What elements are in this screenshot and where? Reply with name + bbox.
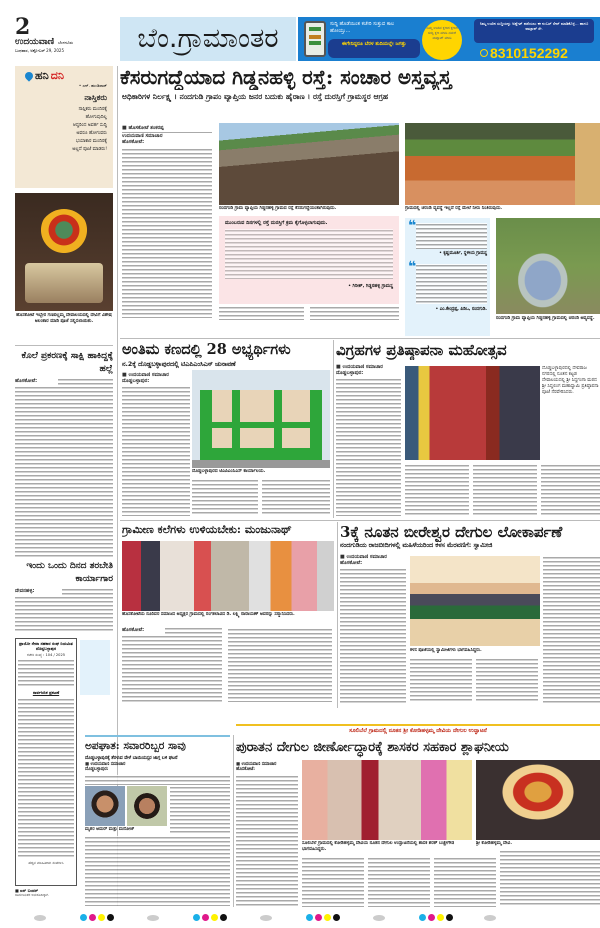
lead-pink-box-attrib: • ಗಿರೀಶ್, ಗಿಡ್ಡನಹಳ್ಳಿ ಗ್ರಾಮಸ್ಥ	[348, 284, 393, 289]
footer-note-text: ಸಾರ್ವಜನಿಕರ ಅನುಕೂಲಕ್ಕಾಗಿ	[15, 893, 49, 897]
temple-body-col4	[543, 556, 600, 703]
ad-line1: ಸುದ್ದಿ ಹೊಡೆಯಿಂತ ಕಚೇರಿ ಸುತ್ತುವ ಕಾಲ ಹೋಯ್ತು...	[330, 21, 395, 34]
paper-name: ಉದಯವಾಣಿ	[15, 37, 55, 47]
lead-photo-mud-caption: ಗ್ರಾಮದಲ್ಲಿ ಚರಂಡಿ ವ್ಯವಸ್ಥೆ ಇಲ್ಲದೆ ರಸ್ತೆ ಮೇಲೆ ನೀರು ನಿಂತಿರುವುದು.	[405, 206, 503, 211]
temple-body-col2	[410, 658, 472, 703]
tapcms-building-photo	[192, 370, 330, 468]
poem-title: ನಾಸ್ತಿಕರು	[84, 93, 107, 102]
notice-title: ಪ್ರಾಯೋ ಸೇವಾ ಸಹಕಾರ ಸಂಘ ನಿಯಮಿತ ದೊಡ್ಡಬಳ್ಳಾಪುರ	[19, 641, 73, 651]
ad-right-text: ನಿಮ್ಮ ಊರಿನ ಸುದ್ದಿಯನ್ನು ಅಪ್ಡೇಟ್ ಪಡೆಯಲು ಈ ನಂಬರ್ ಸೇವ್ ಮಾಡಿಕೊಳ್ಳಿ... ಹಾಗೂ ವಾಟ್ಸಾಪ್ ಸೇ.	[474, 19, 594, 43]
idol-headline: ವಿಗ್ರಹಗಳ ಪ್ರತಿಷ್ಠಾಪನಾ ಮಹೋತ್ಸವ	[336, 341, 507, 359]
left-story1-body	[58, 378, 113, 385]
heritage-photo-deity-caption: ಶ್ರೀ ಕೋಡಿಹಳ್ಳಮ್ಮ ದೇವಿ.	[476, 841, 513, 846]
poem-line: ಅಲ್ಲದೆ ಪೂಜೆ ಮಾಡರು!	[72, 147, 107, 152]
idol-body-col2	[405, 464, 469, 516]
idol-body-col3	[473, 464, 537, 516]
tapcms-body-col2	[192, 479, 258, 516]
accident-dateline: ದೊಡ್ಡಬಳ್ಳಾಪುರ:	[85, 767, 109, 772]
accident-photo-caption: ಮೃತರ ಅಮರ್ ಮತ್ತು ಮನೋಜ್	[85, 827, 135, 832]
lead-subheadline: ಅಧಿಕಾರಿಗಳ ನಿರ್ಲಕ್ಷ್ಯ । ನಂದಗುಡಿ ಗ್ರಾಪಂ ವ್ಯಾಪ್ತಿಯ ಜನರ ಬದುಕು ಹೈರಾಣ । ರಸ್ತೆ ದುರಸ್ತಿಗೆ ಗ್ರಾಮಸ್ಥರ ಆಗ್ರಹ	[122, 92, 389, 101]
lead-body-col2	[219, 306, 304, 320]
heritage-headline: ಪುರಾತನ ದೇಗುಲ ಜೀರ್ಣೋದ್ಧಾರಕ್ಕೆ ಶಾಸಕರ ಸಹಕಾರ ಶ್ಲಾಘನೀಯ	[236, 740, 509, 755]
lead-body-col3	[310, 306, 399, 320]
notice-heading: ಸಾರ್ವಜನಿಕ ಪ್ರಕಟಣೆ	[32, 690, 60, 695]
left-story1-headline: ಕೊಲೆ ಪ್ರಕರಣಕ್ಕೆ ಸಾಕ್ಷಿ ಹಾಕಿದ್ದಕ್ಕೆ ಹಲ್ಲೆ	[21, 351, 113, 374]
cmyk-registration-mark	[193, 914, 227, 921]
tapcms-photo-caption: ದೊಡ್ಡಬಳ್ಳಾಪುರದ ಟಿಎಪಿಎಂಸಿಎಸ್ ಕಾರ್ಯಾಲಯ.	[192, 469, 266, 474]
rural-photo	[122, 541, 334, 611]
temple-photo-caption: ಕಳಸ ಪೂಜೆಯಲ್ಲಿ ಸ್ವಾಮೀಜಿಗಳು ಭಾಗವಹಿಸಿದ್ದರು.	[410, 648, 482, 653]
deity-photo	[15, 193, 113, 311]
lead-pink-box	[219, 216, 399, 304]
tapcms-body-col1	[122, 386, 190, 516]
masthead	[15, 14, 115, 62]
whatsapp-icon	[480, 49, 488, 57]
accident-body-bottom	[85, 836, 230, 906]
lead-photo-mud	[405, 123, 575, 205]
registration-pin	[484, 915, 496, 921]
registration-pin	[34, 915, 46, 921]
idol-dateline: ದೊಡ್ಡಬಳ್ಳಾಪುರ:	[336, 370, 364, 376]
poem-line: ಆದ್ದರಿಂದ ಅವರ್ತ ಸುದ್ದಿ	[72, 123, 107, 128]
idol-side-caption: ದೊಡ್ಡಬಳ್ಳಾಪುರದಲ್ಲಿ ದೇವರಾಜ ನಗರದಲ್ಲಿ ನೂತನ ಕಟ್ಟಡ ದೇವಾಲಯದಲ್ಲಿ ಶ್ರೀ ಸಿದ್ದಗಂಗಾ ಮಠದ ಶ್ರೀ ಸಿದ್ದಲಿಂಗ ಮಹಾಸ್ವಾಮಿ ಪ್ರತಿಷ್ಠಾಪನಾ ಪೂಜೆ ನೆರವೇರಿಸಿದರು.	[542, 366, 599, 395]
poem-line: ಅವರೂ ಹೋಗುವರು	[76, 131, 107, 136]
notice-box	[15, 638, 77, 886]
tapcms-body-col3	[262, 479, 330, 516]
heritage-dateline: ಹೊಸಕೋಟೆ:	[236, 767, 255, 772]
heritage-body-col2	[302, 857, 364, 907]
poem-line: ಹೋಗುವುದಿಲ್ಲ	[85, 115, 107, 120]
notice-number: ಕಚೇರಿ ಸಂಖ್ಯೆ : 104 / 2025	[26, 653, 66, 657]
section-title: ಬೆಂ.ಗ್ರಾಮಾಂತರ	[137, 23, 279, 54]
heritage-body-col5	[500, 850, 600, 907]
lead-reporter: ■ ಹೊಸಕೋಟೆ ಶಂಕರಪ್ಪ	[122, 125, 164, 131]
column-brand-part2: ದನಿ	[50, 69, 64, 82]
registration-pin	[147, 915, 159, 921]
rural-headline: ಗ್ರಾಮೀಣ ಕಲೆಗಳು ಉಳಿಯಬೇಕು: ಮಂಜುನಾಥ್	[122, 523, 292, 536]
tapcms-subheadline: ನ.2ಕ್ಕೆ ದೊಡ್ಡಬಳ್ಳಾಪುರದಲ್ಲಿ ಟಿಎಪಿಎಂಸಿಎಸ್ ಚುನಾವಣೆ	[122, 361, 236, 368]
heritage-photo-deity	[476, 760, 600, 840]
quote1-attrib: • ಕೃಷ್ಣಮೂರ್ತಿ, ಸ್ಥಳೀಯ ಗ್ರಾಮಸ್ಥ	[439, 251, 487, 256]
issue-date: ಬುಧವಾರ, ಅಕ್ಟೋಬರ್ 29, 2025	[15, 48, 64, 53]
rural-dateline: ಹೊಸಕೋಟೆ:	[122, 627, 145, 633]
ad-line2: ಈಗೇನಿದ್ದರೂ ಬೆರಳ ತುದಿಯಲ್ಲೇ ಜಗತ್ತು	[328, 39, 420, 58]
lead-desk: ಉದಯವಾಣಿ ಸಮಾಚಾರ	[122, 132, 212, 139]
column-box	[15, 66, 113, 188]
idol-photo	[405, 366, 540, 460]
registration-pin	[260, 915, 272, 921]
accident-subheadline: ದೊಡ್ಡಬಳ್ಳಾಪುರಕ್ಕೆ ತೆರಳುವ ವೇಳೆ ಬಾಯಿಯಸ್ಸರ ಜಾಗ್ಗ ಬಳಿ ಘಟನೆ	[85, 756, 178, 761]
heritage-photo-event-caption: ಸೂಲಿಬೆಲೆ ಗ್ರಾಮದಲ್ಲಿ ಕೋಡಿಹಳ್ಳಮ್ಮ ದೇವಿಯ ನೂತನ ದೇಗುಲ ಉದ್ಘಾಟನೆಯಲ್ಲಿ ಶಾಸಕ ಶರತ್ ಬಚ್ಚೇಗೌಡ ಭಾಗವಹಿಸಿದ್ದರು.	[302, 841, 455, 852]
phone-hand-icon	[304, 21, 326, 57]
cmyk-registration-mark	[419, 914, 453, 921]
tapcms-dateline: ದೊಡ್ಡಬಳ್ಳಾಪುರ:	[122, 378, 150, 384]
edition: ಬೆಂಗಳೂರು	[58, 40, 74, 45]
quote2-attrib: • ಎಂ.ಕೇಂದ್ರಪ್ಪ, ಪಿಡಿಒ, ನಂದಗುಡಿ.	[435, 307, 487, 312]
blue-sidebar	[80, 640, 110, 695]
lead-body-col1	[122, 148, 212, 318]
quote-icon: ❝	[408, 218, 417, 234]
left-story2-body	[62, 588, 113, 595]
lead-photo-road	[219, 123, 399, 205]
heritage-reporter: ■ ಉದಯವಾಣಿ ಸಮಾಚಾರ	[236, 762, 277, 767]
temple-photo	[410, 556, 540, 646]
cmyk-registration-mark	[306, 914, 340, 921]
idol-body-col1	[336, 378, 401, 516]
accident-headline: ಅಪಘಾತ: ಸವಾರರಿಬ್ಬರ ಸಾವು	[85, 740, 186, 752]
lead-photo-drain-caption: ನಂದಗುಡಿ ಗ್ರಾಮ ವ್ಯಾಪ್ತಿಯ ಗಿಡ್ಡನಹಳ್ಳಿ ಗ್ರಾಮದಲ್ಲಿ ಚರಂಡಿ ಅವ್ಯವಸ್ಥೆ.	[496, 316, 595, 321]
temple-headline: 3ಕ್ಕೆ ನೂತನ ಬೀರೇಶ್ವರ ದೇಗುಲ ಲೋಕಾರ್ಪಣೆ	[340, 523, 563, 541]
page-number: 2	[15, 14, 31, 40]
temple-dateline: ಹೊಸಕೋಟೆ:	[340, 560, 363, 566]
quote-icon: ❝	[408, 259, 417, 275]
lead-dateline: ಹೊಸಕೋಟೆ:	[122, 139, 145, 145]
lead-headline: ಕೆಸರುಗದ್ದೆಯಾದ ಗಿಡ್ಡನಹಳ್ಳಿ ರಸ್ತೆ: ಸಂಚಾರ ಅಸ್ತವ್ಯಸ್ತ	[120, 65, 452, 89]
lead-photo-road-caption: ನಂದಗುಡಿ ಗ್ರಾಮ ವ್ಯಾಪ್ತಿಯ ಗಿಡ್ಡನಹಳ್ಳಿ ಗ್ರಾಮದ ರಸ್ತೆ ಕೆಸರುಗದ್ದೆಯಂತಾಗಿರುವುದು.	[219, 206, 337, 211]
idol-body-col4	[541, 464, 600, 516]
poem-line: ನಾಸ್ತಿಕರು ಮಂದಿರಕ್ಕೆ	[78, 107, 107, 112]
drop-icon	[23, 70, 34, 81]
left-story2-headline: ಇಂದು ಒಂದು ದಿನದ ತರಬೇತಿ ಕಾರ್ಯಾಗಾರ	[26, 561, 113, 584]
accident-victim2-photo	[127, 786, 167, 826]
left-story2-dateline: ದೇವನಹಳ್ಳಿ:	[15, 588, 35, 594]
tapcms-headline: ಅಂತಿಮ ಕಣದಲ್ಲಿ 28 ಅಭ್ಯರ್ಥಿಗಳು	[122, 341, 291, 358]
lead-photo-wall	[575, 123, 600, 205]
lead-quote-box	[405, 218, 490, 336]
accident-body-top	[85, 775, 230, 785]
rural-photo-caption: ಹೊಸಕೋಟೆಯ ನೂರಿವರ ಸಮಾಜದ ಅಧ್ಯಕ್ಷರ ಗ್ರಾಮದಲ್ಲಿ ರಂಗಕಲಾವಿದ ಡಿ. ಲಕ್ಷ್ಮಿ ನಾರಾಯಣ್ ಅವರನ್ನು ಸನ್ಮಾನಿಸಿದರು.	[122, 612, 295, 617]
idol-reporter: ■ ಉದಯವಾಣಿ ಸಮಾಚಾರ	[336, 364, 383, 370]
registration-pin	[373, 915, 385, 921]
poem-lines	[15, 106, 113, 154]
ad-phone	[480, 45, 568, 61]
rural-body-col2	[228, 628, 332, 702]
ad-circle: ನಿಮ್ಮ ಊರಿನ ಕ್ಷಣದ ಕ್ಷಣದ ಸುದ್ದಿ ಕ್ಷಣ ಮಾಡಿ ನಮಗೆ ವಾಟ್ಸಾಪ್ ಮಾಡಿ	[422, 20, 462, 60]
lead-photo-drain	[496, 218, 600, 314]
heritage-body-col3	[368, 857, 430, 907]
column-author: • ಎನ್. ಹುಂಡಿರಾಜ್	[78, 83, 107, 88]
accident-victim1-photo	[85, 786, 125, 826]
temple-subheadline: ನಂದಗುಡಿಯ ರಾಜಬೀದಿಗಳಲ್ಲಿ ಮಹಿಳೆಯರಿಂದ ಕಳಸ ಮೆರವಣಿಗೆ: ಸ್ವಾಮೀಜಿ	[340, 542, 493, 549]
heritage-body-col4	[434, 857, 496, 907]
left-story1-dateline: ಹೊಸಕೋಟೆ:	[15, 378, 38, 384]
lead-pink-box-text: ಮುಂಬರುವ ದಿನಗಳಲ್ಲಿ ರಸ್ತೆ ದುರಸ್ತಿಗೆ ಕ್ರಮ ಕೈಗೊಳ್ಳಲಾಗುವುದು.	[225, 220, 328, 226]
temple-reporter: ■ ಉದಯವಾಣಿ ಸಮಾಚಾರ	[340, 554, 387, 560]
phone-number: 8310152292	[490, 45, 568, 61]
cmyk-registration-mark	[80, 914, 114, 921]
column-brand-part1: ಹನಿ	[35, 69, 49, 82]
heritage-kicker: ಸೂಲಿಬೆಲೆ ಗ್ರಾಮದಲ್ಲಿ ನೂತನ ಶ್ರೀ ಕೋಡಿಹಳ್ಳಮ್ಮ ದೇವಿಯ ದೇಗುಲ ಉದ್ಘಾಟನೆ	[349, 728, 487, 734]
notice-footer: ಹೆಚ್ಚಿನ ಮಾಹಿತಿಗಾಗಿ ಸಂಪರ್ಕಿಸಿ	[28, 861, 64, 865]
heritage-body-col1	[236, 775, 298, 906]
left-story1-body	[15, 386, 113, 558]
temple-body-col1	[340, 568, 406, 703]
left-story2-body	[15, 596, 113, 633]
section-banner	[120, 17, 296, 61]
accident-reporter: ■ ಉದಯವಾಣಿ ಸಮಾಚಾರ	[85, 762, 126, 767]
ad-banner	[298, 17, 600, 61]
rural-body-col1	[122, 635, 222, 702]
deity-photo-caption: ಹೊಸಕೋಟೆ ಇಬ್ಬೇರ ಗಣಪಲ್ಲಮ್ಮ ದೇವಾಲಯದಲ್ಲಿ ದೇವಿಗೆ ವಿಶೇಷ ಅಲಂಕಾರ ಮಾಡಿ ಪೂಜೆ ಸಲ್ಲಿಸಲಾಯಿತು.	[16, 313, 112, 324]
tapcms-reporter: ■ ಉದಯವಾಣಿ ಸಮಾಚಾರ	[122, 372, 169, 378]
temple-body-col3	[476, 658, 538, 703]
footer-note-label: ■ ಐಸ್ ಬಂದರ್	[15, 888, 39, 893]
heritage-photo-event	[302, 760, 472, 840]
poem-line: ಭಯಾಕಾರ ಮಂದಿರಕ್ಕೆ	[75, 139, 107, 144]
accident-body-side	[170, 786, 230, 834]
rural-body-col1	[165, 627, 222, 634]
